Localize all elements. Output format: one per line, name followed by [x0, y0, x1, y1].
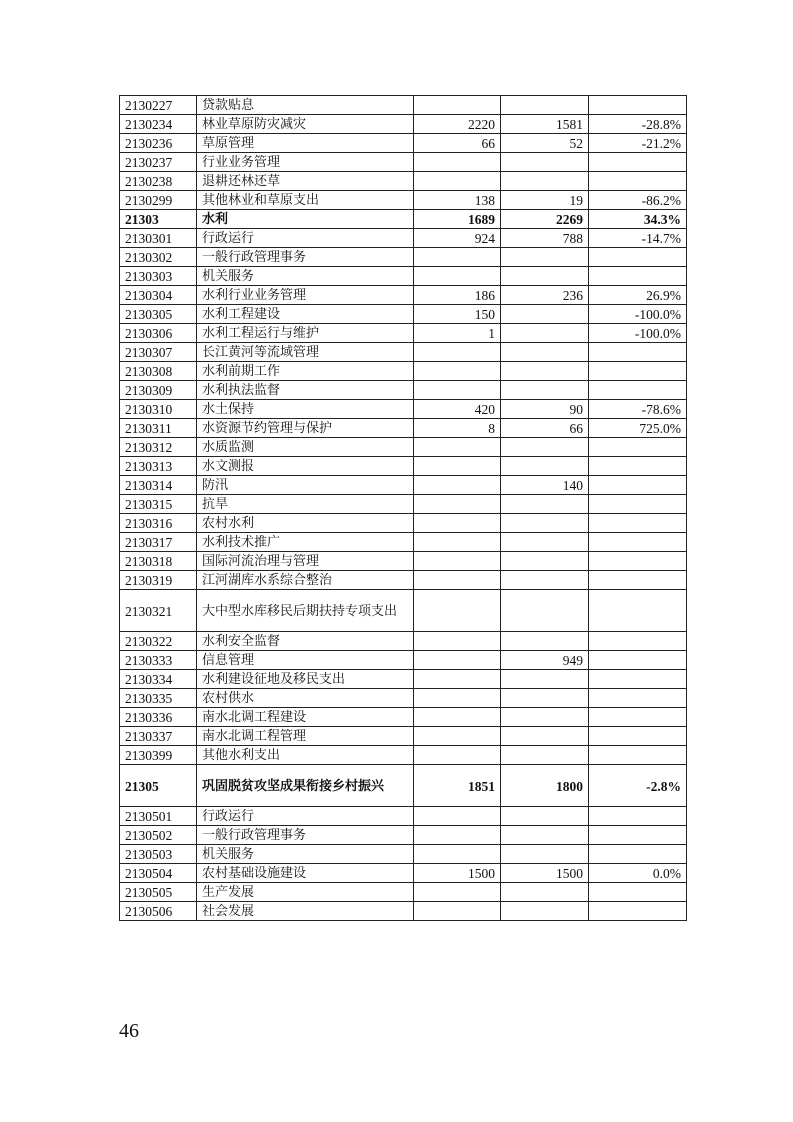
subject-name-cell: 其他水利支出	[197, 746, 414, 765]
subject-code-cell: 2130306	[120, 324, 197, 343]
subject-name-cell: 行政运行	[197, 807, 414, 826]
table-row	[120, 438, 687, 457]
current-year-value-cell	[501, 571, 589, 590]
subject-code-cell: 2130305	[120, 305, 197, 324]
change-percent-cell: 34.3%	[589, 210, 687, 229]
change-percent-cell	[589, 746, 687, 765]
prior-year-value-cell	[414, 96, 501, 115]
prior-year-value-cell	[414, 826, 501, 845]
subject-code-cell: 2130315	[120, 495, 197, 514]
table-row	[120, 708, 687, 727]
current-year-value-cell	[501, 552, 589, 571]
subject-code-cell: 2130506	[120, 902, 197, 921]
change-percent-cell	[589, 826, 687, 845]
current-year-value-cell	[501, 305, 589, 324]
prior-year-value-cell	[414, 153, 501, 172]
subject-code-cell: 2130309	[120, 381, 197, 400]
current-year-value-cell	[501, 727, 589, 746]
table-row	[120, 324, 687, 343]
change-percent-cell	[589, 343, 687, 362]
change-percent-cell: -2.8%	[589, 765, 687, 807]
prior-year-value-cell	[414, 457, 501, 476]
subject-name-cell: 一般行政管理事务	[197, 826, 414, 845]
prior-year-value-cell	[414, 362, 501, 381]
subject-name-cell: 水利执法监督	[197, 381, 414, 400]
table-row	[120, 115, 687, 134]
prior-year-value-cell	[414, 590, 501, 632]
subject-code-cell: 2130314	[120, 476, 197, 495]
change-percent-cell	[589, 457, 687, 476]
subject-code-cell: 2130333	[120, 651, 197, 670]
subject-code-cell: 2130337	[120, 727, 197, 746]
subject-name-cell: 退耕还林还草	[197, 172, 414, 191]
subject-name-cell: 巩固脱贫攻坚成果衔接乡村振兴	[197, 765, 414, 807]
current-year-value-cell	[501, 172, 589, 191]
prior-year-value-cell	[414, 689, 501, 708]
current-year-value-cell	[501, 457, 589, 476]
change-percent-cell	[589, 514, 687, 533]
subject-name-cell: 水文测报	[197, 457, 414, 476]
table-row	[120, 191, 687, 210]
current-year-value-cell	[501, 343, 589, 362]
table-row	[120, 210, 687, 229]
change-percent-cell	[589, 362, 687, 381]
table-row	[120, 670, 687, 689]
subject-name-cell: 贷款贴息	[197, 96, 414, 115]
subject-code-cell: 2130227	[120, 96, 197, 115]
prior-year-value-cell: 150	[414, 305, 501, 324]
change-percent-cell	[589, 552, 687, 571]
table-row	[120, 305, 687, 324]
table-row	[120, 746, 687, 765]
current-year-value-cell: 236	[501, 286, 589, 305]
change-percent-cell: 725.0%	[589, 419, 687, 438]
table-row	[120, 727, 687, 746]
change-percent-cell: -100.0%	[589, 324, 687, 343]
prior-year-value-cell: 1851	[414, 765, 501, 807]
change-percent-cell	[589, 727, 687, 746]
subject-code-cell: 2130321	[120, 590, 197, 632]
current-year-value-cell	[501, 883, 589, 902]
current-year-value-cell: 949	[501, 651, 589, 670]
current-year-value-cell	[501, 708, 589, 727]
prior-year-value-cell	[414, 552, 501, 571]
table-row	[120, 381, 687, 400]
table-row	[120, 248, 687, 267]
prior-year-value-cell	[414, 476, 501, 495]
current-year-value-cell: 90	[501, 400, 589, 419]
change-percent-cell: -14.7%	[589, 229, 687, 248]
prior-year-value-cell	[414, 343, 501, 362]
table-row	[120, 864, 687, 883]
subject-name-cell: 水土保持	[197, 400, 414, 419]
subject-name-cell: 南水北调工程建设	[197, 708, 414, 727]
subject-name-cell: 江河湖库水系综合整治	[197, 571, 414, 590]
change-percent-cell	[589, 96, 687, 115]
subject-name-cell: 南水北调工程管理	[197, 727, 414, 746]
table-row	[120, 651, 687, 670]
table-row	[120, 153, 687, 172]
prior-year-value-cell: 420	[414, 400, 501, 419]
subject-code-cell: 2130317	[120, 533, 197, 552]
subject-code-cell: 2130312	[120, 438, 197, 457]
subject-name-cell: 农村水利	[197, 514, 414, 533]
prior-year-value-cell	[414, 267, 501, 286]
subject-name-cell: 水利建设征地及移民支出	[197, 670, 414, 689]
prior-year-value-cell: 8	[414, 419, 501, 438]
subject-code-cell: 2130318	[120, 552, 197, 571]
prior-year-value-cell	[414, 514, 501, 533]
subject-name-cell: 林业草原防灾减灾	[197, 115, 414, 134]
subject-code-cell: 2130313	[120, 457, 197, 476]
subject-name-cell: 信息管理	[197, 651, 414, 670]
subject-name-cell: 水利技术推广	[197, 533, 414, 552]
change-percent-cell	[589, 495, 687, 514]
current-year-value-cell: 66	[501, 419, 589, 438]
current-year-value-cell	[501, 746, 589, 765]
subject-code-cell: 2130311	[120, 419, 197, 438]
subject-code-cell: 2130316	[120, 514, 197, 533]
table-row	[120, 495, 687, 514]
current-year-value-cell: 1581	[501, 115, 589, 134]
subject-name-cell: 行业业务管理	[197, 153, 414, 172]
subject-name-cell: 抗旱	[197, 495, 414, 514]
subject-name-cell: 水资源节约管理与保护	[197, 419, 414, 438]
subject-code-cell: 2130502	[120, 826, 197, 845]
subject-name-cell: 生产发展	[197, 883, 414, 902]
current-year-value-cell	[501, 533, 589, 552]
subject-name-cell: 行政运行	[197, 229, 414, 248]
prior-year-value-cell	[414, 438, 501, 457]
prior-year-value-cell: 924	[414, 229, 501, 248]
subject-code-cell: 2130302	[120, 248, 197, 267]
change-percent-cell: -86.2%	[589, 191, 687, 210]
change-percent-cell: -28.8%	[589, 115, 687, 134]
current-year-value-cell	[501, 826, 589, 845]
change-percent-cell	[589, 807, 687, 826]
current-year-value-cell	[501, 495, 589, 514]
current-year-value-cell	[501, 381, 589, 400]
subject-name-cell: 机关服务	[197, 845, 414, 864]
subject-name-cell: 防汛	[197, 476, 414, 495]
subject-code-cell: 2130238	[120, 172, 197, 191]
subject-name-cell: 其他林业和草原支出	[197, 191, 414, 210]
change-percent-cell	[589, 632, 687, 651]
prior-year-value-cell	[414, 746, 501, 765]
prior-year-value-cell	[414, 883, 501, 902]
current-year-value-cell: 52	[501, 134, 589, 153]
subject-code-cell: 2130399	[120, 746, 197, 765]
subject-code-cell: 2130335	[120, 689, 197, 708]
subject-name-cell: 机关服务	[197, 267, 414, 286]
table-row	[120, 134, 687, 153]
current-year-value-cell	[501, 153, 589, 172]
subject-name-cell: 长江黄河等流域管理	[197, 343, 414, 362]
current-year-value-cell	[501, 845, 589, 864]
current-year-value-cell	[501, 902, 589, 921]
current-year-value-cell	[501, 438, 589, 457]
subject-code-cell: 2130299	[120, 191, 197, 210]
current-year-value-cell	[501, 590, 589, 632]
prior-year-value-cell	[414, 632, 501, 651]
subject-code-cell: 2130237	[120, 153, 197, 172]
table-row	[120, 400, 687, 419]
subject-code-cell: 2130310	[120, 400, 197, 419]
table-row	[120, 419, 687, 438]
current-year-value-cell	[501, 632, 589, 651]
table-row	[120, 590, 687, 632]
change-percent-cell	[589, 902, 687, 921]
subject-name-cell: 水利行业业务管理	[197, 286, 414, 305]
subject-name-cell: 水利安全监督	[197, 632, 414, 651]
change-percent-cell: 26.9%	[589, 286, 687, 305]
prior-year-value-cell: 1500	[414, 864, 501, 883]
current-year-value-cell	[501, 267, 589, 286]
current-year-value-cell	[501, 689, 589, 708]
change-percent-cell	[589, 153, 687, 172]
table-row	[120, 552, 687, 571]
change-percent-cell: -21.2%	[589, 134, 687, 153]
prior-year-value-cell	[414, 495, 501, 514]
change-percent-cell	[589, 571, 687, 590]
subject-name-cell: 水利前期工作	[197, 362, 414, 381]
subject-code-cell: 2130304	[120, 286, 197, 305]
subject-name-cell: 社会发展	[197, 902, 414, 921]
subject-name-cell: 一般行政管理事务	[197, 248, 414, 267]
subject-name-cell: 草原管理	[197, 134, 414, 153]
subject-code-cell: 2130319	[120, 571, 197, 590]
table-row	[120, 632, 687, 651]
table-body	[120, 96, 687, 921]
change-percent-cell	[589, 845, 687, 864]
current-year-value-cell: 788	[501, 229, 589, 248]
current-year-value-cell	[501, 362, 589, 381]
table-row	[120, 883, 687, 902]
subject-name-cell: 水质监测	[197, 438, 414, 457]
subject-code-cell: 21305	[120, 765, 197, 807]
current-year-value-cell	[501, 670, 589, 689]
prior-year-value-cell: 1689	[414, 210, 501, 229]
change-percent-cell	[589, 651, 687, 670]
prior-year-value-cell	[414, 902, 501, 921]
subject-name-cell: 大中型水库移民后期扶持专项支出	[197, 590, 414, 632]
subject-code-cell: 21303	[120, 210, 197, 229]
current-year-value-cell	[501, 248, 589, 267]
subject-code-cell: 2130504	[120, 864, 197, 883]
subject-code-cell: 2130308	[120, 362, 197, 381]
change-percent-cell	[589, 476, 687, 495]
subject-name-cell: 农村供水	[197, 689, 414, 708]
table-row	[120, 571, 687, 590]
table-row	[120, 533, 687, 552]
table-row	[120, 172, 687, 191]
table-row	[120, 689, 687, 708]
table-row	[120, 267, 687, 286]
table-row	[120, 96, 687, 115]
table-row	[120, 229, 687, 248]
change-percent-cell	[589, 438, 687, 457]
subject-code-cell: 2130322	[120, 632, 197, 651]
subject-name-cell: 水利	[197, 210, 414, 229]
subject-name-cell: 水利工程建设	[197, 305, 414, 324]
table-row	[120, 343, 687, 362]
prior-year-value-cell	[414, 248, 501, 267]
change-percent-cell	[589, 248, 687, 267]
subject-code-cell: 2130236	[120, 134, 197, 153]
subject-code-cell: 2130334	[120, 670, 197, 689]
prior-year-value-cell: 138	[414, 191, 501, 210]
change-percent-cell	[589, 883, 687, 902]
change-percent-cell: -100.0%	[589, 305, 687, 324]
table-row	[120, 807, 687, 826]
prior-year-value-cell: 66	[414, 134, 501, 153]
current-year-value-cell	[501, 96, 589, 115]
page-number: 46	[119, 1020, 139, 1042]
subject-code-cell: 2130303	[120, 267, 197, 286]
subject-name-cell: 国际河流治理与管理	[197, 552, 414, 571]
subject-code-cell: 2130307	[120, 343, 197, 362]
current-year-value-cell: 140	[501, 476, 589, 495]
change-percent-cell: -78.6%	[589, 400, 687, 419]
table-row	[120, 514, 687, 533]
current-year-value-cell: 1500	[501, 864, 589, 883]
prior-year-value-cell	[414, 845, 501, 864]
table-row	[120, 845, 687, 864]
subject-name-cell: 农村基础设施建设	[197, 864, 414, 883]
change-percent-cell: 0.0%	[589, 864, 687, 883]
prior-year-value-cell	[414, 571, 501, 590]
table-row	[120, 286, 687, 305]
prior-year-value-cell: 186	[414, 286, 501, 305]
prior-year-value-cell	[414, 651, 501, 670]
table-row	[120, 476, 687, 495]
prior-year-value-cell	[414, 727, 501, 746]
change-percent-cell	[589, 590, 687, 632]
change-percent-cell	[589, 533, 687, 552]
prior-year-value-cell: 2220	[414, 115, 501, 134]
subject-code-cell: 2130503	[120, 845, 197, 864]
change-percent-cell	[589, 381, 687, 400]
budget-table	[119, 95, 687, 921]
change-percent-cell	[589, 670, 687, 689]
current-year-value-cell	[501, 514, 589, 533]
subject-code-cell: 2130336	[120, 708, 197, 727]
prior-year-value-cell	[414, 708, 501, 727]
change-percent-cell	[589, 172, 687, 191]
prior-year-value-cell	[414, 807, 501, 826]
change-percent-cell	[589, 267, 687, 286]
prior-year-value-cell	[414, 381, 501, 400]
table-row	[120, 902, 687, 921]
prior-year-value-cell	[414, 670, 501, 689]
change-percent-cell	[589, 708, 687, 727]
current-year-value-cell	[501, 807, 589, 826]
current-year-value-cell: 1800	[501, 765, 589, 807]
subject-code-cell: 2130234	[120, 115, 197, 134]
subject-name-cell: 水利工程运行与维护	[197, 324, 414, 343]
current-year-value-cell	[501, 324, 589, 343]
subject-code-cell: 2130501	[120, 807, 197, 826]
change-percent-cell	[589, 689, 687, 708]
prior-year-value-cell	[414, 172, 501, 191]
prior-year-value-cell: 1	[414, 324, 501, 343]
table-row	[120, 826, 687, 845]
table-row	[120, 765, 687, 807]
table-row	[120, 457, 687, 476]
current-year-value-cell: 19	[501, 191, 589, 210]
prior-year-value-cell	[414, 533, 501, 552]
subject-code-cell: 2130505	[120, 883, 197, 902]
table-row	[120, 362, 687, 381]
subject-code-cell: 2130301	[120, 229, 197, 248]
current-year-value-cell: 2269	[501, 210, 589, 229]
